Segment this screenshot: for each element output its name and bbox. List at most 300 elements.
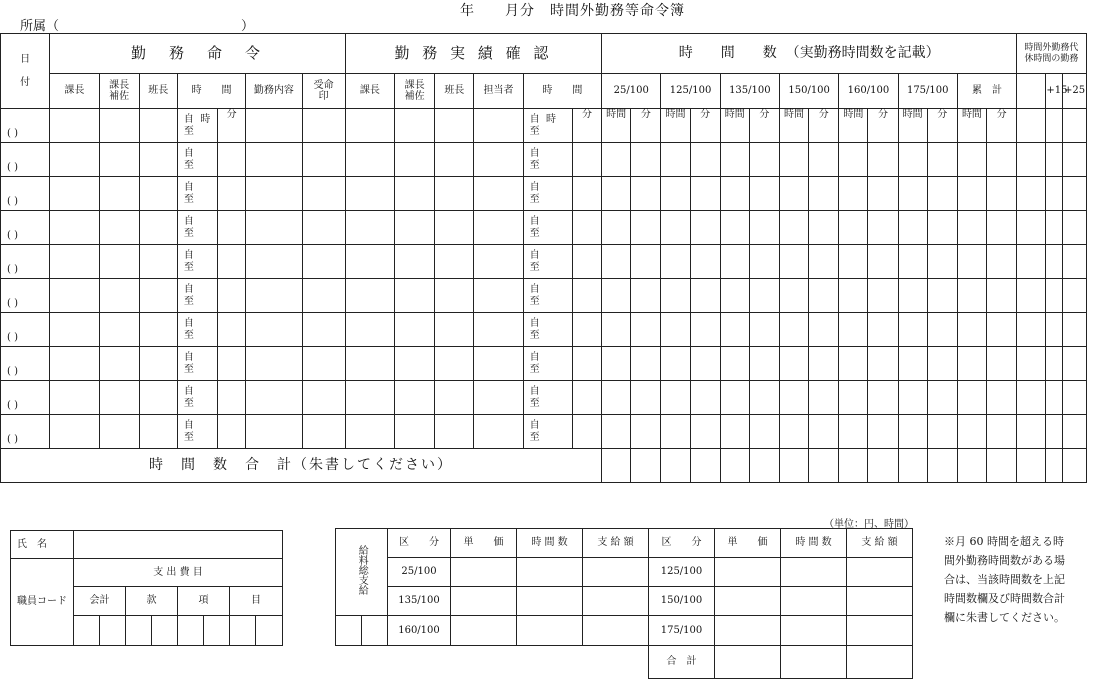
rate-hour-cell[interactable] <box>720 177 749 211</box>
order-content-cell[interactable] <box>246 313 302 347</box>
actual-time-cell[interactable] <box>523 177 572 211</box>
rate-min-cell[interactable] <box>749 279 779 313</box>
order-approval-cell[interactable] <box>99 279 139 313</box>
actual-approval-cell[interactable] <box>435 109 474 143</box>
rate-min-cell[interactable] <box>868 211 898 245</box>
order-approval-cell[interactable] <box>99 109 139 143</box>
actual-approval-cell[interactable] <box>345 415 394 449</box>
order-min-cell[interactable] <box>218 109 246 143</box>
rate-min-cell[interactable] <box>868 109 898 143</box>
rate-hour-cell[interactable] <box>661 109 690 143</box>
actual-approval-cell[interactable] <box>435 245 474 279</box>
rate-hour-cell[interactable] <box>957 313 986 347</box>
actual-approval-cell[interactable] <box>395 143 435 177</box>
actual-min-cell[interactable] <box>572 177 601 211</box>
rate-min-cell[interactable] <box>749 415 779 449</box>
special-cell[interactable] <box>1017 347 1046 381</box>
actual-time-cell[interactable] <box>523 313 572 347</box>
rate-hour-cell[interactable] <box>602 313 631 347</box>
rate-min-cell[interactable] <box>749 177 779 211</box>
actual-time-cell[interactable] <box>523 381 572 415</box>
rate-hour-cell[interactable] <box>957 347 986 381</box>
special-cell[interactable] <box>1017 415 1046 449</box>
actual-time-cell[interactable] <box>523 143 572 177</box>
order-approval-cell[interactable] <box>139 279 177 313</box>
rate-hour-cell[interactable] <box>957 279 986 313</box>
actual-time-cell[interactable] <box>523 415 572 449</box>
rate-hour-cell[interactable] <box>720 347 749 381</box>
actual-approval-cell[interactable] <box>395 177 435 211</box>
pay-cell[interactable] <box>583 587 649 616</box>
rate-min-cell[interactable] <box>809 381 839 415</box>
special-cell[interactable] <box>1063 143 1086 177</box>
order-approval-cell[interactable] <box>50 313 99 347</box>
rate-hour-cell[interactable] <box>957 211 986 245</box>
total-min-cell[interactable] <box>631 449 661 483</box>
actual-approval-cell[interactable] <box>474 279 523 313</box>
expense-cell[interactable] <box>178 616 204 646</box>
special-cell[interactable] <box>1063 177 1086 211</box>
actual-approval-cell[interactable] <box>435 313 474 347</box>
actual-approval-cell[interactable] <box>474 245 523 279</box>
special-cell[interactable] <box>1063 381 1086 415</box>
order-min-cell[interactable] <box>218 245 246 279</box>
rate-hour-cell[interactable] <box>779 245 808 279</box>
actual-approval-cell[interactable] <box>345 211 394 245</box>
rate-hour-cell[interactable] <box>720 245 749 279</box>
special-cell[interactable] <box>1063 415 1086 449</box>
rate-hour-cell[interactable] <box>839 211 868 245</box>
date-cell[interactable] <box>1 177 50 211</box>
actual-min-cell[interactable] <box>572 279 601 313</box>
order-approval-cell[interactable] <box>99 347 139 381</box>
rate-min-cell[interactable] <box>987 143 1017 177</box>
special-cell[interactable] <box>1017 245 1046 279</box>
rate-hour-cell[interactable] <box>602 109 631 143</box>
order-approval-cell[interactable] <box>50 245 99 279</box>
order-content-cell[interactable] <box>246 381 302 415</box>
order-approval-cell[interactable] <box>139 211 177 245</box>
order-approval-cell[interactable] <box>99 245 139 279</box>
actual-time-cell[interactable] <box>523 109 572 143</box>
date-cell[interactable] <box>1 415 50 449</box>
rate-min-cell[interactable] <box>749 245 779 279</box>
actual-approval-cell[interactable] <box>474 347 523 381</box>
actual-approval-cell[interactable] <box>474 177 523 211</box>
special-cell[interactable] <box>1063 347 1086 381</box>
pay-cell[interactable] <box>583 616 649 646</box>
expense-cell[interactable] <box>74 616 100 646</box>
expense-cell[interactable] <box>100 616 126 646</box>
date-cell[interactable] <box>1 211 50 245</box>
actual-approval-cell[interactable] <box>435 347 474 381</box>
order-content-cell[interactable] <box>246 177 302 211</box>
special-cell[interactable] <box>1046 347 1063 381</box>
actual-approval-cell[interactable] <box>435 381 474 415</box>
rate-min-cell[interactable] <box>631 381 661 415</box>
rate-min-cell[interactable] <box>690 279 720 313</box>
rate-hour-cell[interactable] <box>602 381 631 415</box>
rate-hour-cell[interactable] <box>779 313 808 347</box>
rate-min-cell[interactable] <box>927 245 957 279</box>
rate-min-cell[interactable] <box>927 279 957 313</box>
rate-min-cell[interactable] <box>809 245 839 279</box>
actual-approval-cell[interactable] <box>395 313 435 347</box>
actual-approval-cell[interactable] <box>435 177 474 211</box>
rate-min-cell[interactable] <box>868 313 898 347</box>
rate-min-cell[interactable] <box>690 177 720 211</box>
total-min-cell[interactable] <box>987 449 1017 483</box>
rate-hour-cell[interactable] <box>661 143 690 177</box>
rate-min-cell[interactable] <box>631 143 661 177</box>
order-approval-cell[interactable] <box>139 177 177 211</box>
actual-approval-cell[interactable] <box>345 279 394 313</box>
actual-approval-cell[interactable] <box>345 245 394 279</box>
rate-min-cell[interactable] <box>987 177 1017 211</box>
total-special-cell[interactable] <box>1017 449 1046 483</box>
order-approval-cell[interactable] <box>50 177 99 211</box>
special-cell[interactable] <box>1063 109 1086 143</box>
rate-min-cell[interactable] <box>987 415 1017 449</box>
order-content-cell[interactable] <box>246 143 302 177</box>
order-approval-cell[interactable] <box>99 313 139 347</box>
rate-hour-cell[interactable] <box>661 177 690 211</box>
total-hour-cell[interactable] <box>898 449 927 483</box>
rate-min-cell[interactable] <box>868 347 898 381</box>
rate-hour-cell[interactable] <box>898 245 927 279</box>
actual-min-cell[interactable] <box>572 415 601 449</box>
order-seal-cell[interactable] <box>302 245 345 279</box>
actual-approval-cell[interactable] <box>395 381 435 415</box>
rate-min-cell[interactable] <box>690 143 720 177</box>
rate-hour-cell[interactable] <box>957 143 986 177</box>
order-approval-cell[interactable] <box>50 109 99 143</box>
order-time-cell[interactable] <box>177 415 217 449</box>
name-field[interactable] <box>74 531 283 559</box>
actual-min-cell[interactable] <box>572 347 601 381</box>
rate-hour-cell[interactable] <box>661 415 690 449</box>
rate-min-cell[interactable] <box>749 109 779 143</box>
rate-hour-cell[interactable] <box>720 109 749 143</box>
rate-min-cell[interactable] <box>690 313 720 347</box>
special-cell[interactable] <box>1046 143 1063 177</box>
pay-cell[interactable] <box>362 616 388 646</box>
pay-cell[interactable] <box>715 558 781 587</box>
rate-hour-cell[interactable] <box>602 143 631 177</box>
rate-min-cell[interactable] <box>809 143 839 177</box>
rate-hour-cell[interactable] <box>779 177 808 211</box>
rate-hour-cell[interactable] <box>779 347 808 381</box>
order-approval-cell[interactable] <box>139 381 177 415</box>
special-cell[interactable] <box>1017 381 1046 415</box>
pay-cell[interactable] <box>847 558 913 587</box>
order-time-cell[interactable] <box>177 177 217 211</box>
rate-hour-cell[interactable] <box>957 415 986 449</box>
actual-time-cell[interactable] <box>523 211 572 245</box>
order-approval-cell[interactable] <box>50 381 99 415</box>
actual-approval-cell[interactable] <box>345 143 394 177</box>
order-seal-cell[interactable] <box>302 313 345 347</box>
order-approval-cell[interactable] <box>99 211 139 245</box>
actual-approval-cell[interactable] <box>345 347 394 381</box>
pay-cell[interactable] <box>336 616 362 646</box>
order-time-cell[interactable] <box>177 347 217 381</box>
rate-min-cell[interactable] <box>927 211 957 245</box>
rate-min-cell[interactable] <box>987 279 1017 313</box>
rate-min-cell[interactable] <box>690 415 720 449</box>
rate-hour-cell[interactable] <box>720 313 749 347</box>
rate-min-cell[interactable] <box>987 381 1017 415</box>
rate-min-cell[interactable] <box>690 347 720 381</box>
expense-cell[interactable] <box>230 616 256 646</box>
rate-min-cell[interactable] <box>631 313 661 347</box>
rate-hour-cell[interactable] <box>957 381 986 415</box>
actual-min-cell[interactable] <box>572 245 601 279</box>
special-cell[interactable] <box>1063 211 1086 245</box>
actual-approval-cell[interactable] <box>395 415 435 449</box>
actual-approval-cell[interactable] <box>435 415 474 449</box>
order-min-cell[interactable] <box>218 381 246 415</box>
rate-hour-cell[interactable] <box>839 109 868 143</box>
order-approval-cell[interactable] <box>99 415 139 449</box>
actual-approval-cell[interactable] <box>474 109 523 143</box>
rate-hour-cell[interactable] <box>898 279 927 313</box>
rate-hour-cell[interactable] <box>661 381 690 415</box>
order-min-cell[interactable] <box>218 313 246 347</box>
rate-hour-cell[interactable] <box>839 279 868 313</box>
order-seal-cell[interactable] <box>302 347 345 381</box>
rate-min-cell[interactable] <box>927 381 957 415</box>
rate-hour-cell[interactable] <box>661 211 690 245</box>
order-time-cell[interactable] <box>177 109 217 143</box>
rate-min-cell[interactable] <box>631 245 661 279</box>
special-cell[interactable] <box>1017 177 1046 211</box>
order-time-cell[interactable] <box>177 313 217 347</box>
rate-min-cell[interactable] <box>868 177 898 211</box>
order-approval-cell[interactable] <box>50 279 99 313</box>
order-approval-cell[interactable] <box>139 313 177 347</box>
rate-min-cell[interactable] <box>631 211 661 245</box>
rate-min-cell[interactable] <box>927 415 957 449</box>
special-cell[interactable] <box>1063 245 1086 279</box>
order-min-cell[interactable] <box>218 143 246 177</box>
order-seal-cell[interactable] <box>302 415 345 449</box>
special-cell[interactable] <box>1046 211 1063 245</box>
pay-cell[interactable] <box>715 646 781 679</box>
rate-hour-cell[interactable] <box>839 381 868 415</box>
rate-min-cell[interactable] <box>749 381 779 415</box>
pay-cell[interactable] <box>781 646 847 679</box>
special-cell[interactable] <box>1017 109 1046 143</box>
order-time-cell[interactable] <box>177 381 217 415</box>
rate-hour-cell[interactable] <box>957 109 986 143</box>
rate-min-cell[interactable] <box>690 211 720 245</box>
actual-min-cell[interactable] <box>572 109 601 143</box>
actual-approval-cell[interactable] <box>474 415 523 449</box>
special-cell[interactable] <box>1046 109 1063 143</box>
rate-hour-cell[interactable] <box>839 313 868 347</box>
order-approval-cell[interactable] <box>139 347 177 381</box>
order-time-cell[interactable] <box>177 211 217 245</box>
rate-min-cell[interactable] <box>690 381 720 415</box>
order-approval-cell[interactable] <box>99 177 139 211</box>
rate-min-cell[interactable] <box>987 109 1017 143</box>
rate-min-cell[interactable] <box>809 177 839 211</box>
rate-min-cell[interactable] <box>631 347 661 381</box>
rate-min-cell[interactable] <box>927 313 957 347</box>
special-cell[interactable] <box>1046 279 1063 313</box>
rate-hour-cell[interactable] <box>661 245 690 279</box>
rate-hour-cell[interactable] <box>898 177 927 211</box>
order-min-cell[interactable] <box>218 279 246 313</box>
order-content-cell[interactable] <box>246 211 302 245</box>
rate-min-cell[interactable] <box>809 109 839 143</box>
rate-hour-cell[interactable] <box>602 211 631 245</box>
actual-approval-cell[interactable] <box>474 211 523 245</box>
actual-approval-cell[interactable] <box>395 347 435 381</box>
order-min-cell[interactable] <box>218 177 246 211</box>
total-min-cell[interactable] <box>809 449 839 483</box>
pay-cell[interactable] <box>781 616 847 646</box>
pay-cell[interactable] <box>781 558 847 587</box>
actual-min-cell[interactable] <box>572 211 601 245</box>
rate-hour-cell[interactable] <box>602 279 631 313</box>
special-cell[interactable] <box>1046 381 1063 415</box>
special-cell[interactable] <box>1063 279 1086 313</box>
pay-cell[interactable] <box>451 587 517 616</box>
actual-approval-cell[interactable] <box>435 211 474 245</box>
order-time-cell[interactable] <box>177 245 217 279</box>
rate-min-cell[interactable] <box>809 313 839 347</box>
order-content-cell[interactable] <box>246 415 302 449</box>
pay-cell[interactable] <box>847 616 913 646</box>
rate-min-cell[interactable] <box>927 177 957 211</box>
rate-min-cell[interactable] <box>749 211 779 245</box>
actual-time-cell[interactable] <box>523 279 572 313</box>
rate-min-cell[interactable] <box>987 211 1017 245</box>
actual-approval-cell[interactable] <box>435 279 474 313</box>
order-time-cell[interactable] <box>177 143 217 177</box>
rate-min-cell[interactable] <box>987 245 1017 279</box>
rate-min-cell[interactable] <box>927 109 957 143</box>
rate-hour-cell[interactable] <box>661 279 690 313</box>
order-approval-cell[interactable] <box>99 143 139 177</box>
order-approval-cell[interactable] <box>139 415 177 449</box>
total-hour-cell[interactable] <box>839 449 868 483</box>
actual-approval-cell[interactable] <box>395 245 435 279</box>
order-seal-cell[interactable] <box>302 109 345 143</box>
expense-cell[interactable] <box>256 616 283 646</box>
pay-cell[interactable] <box>583 558 649 587</box>
rate-min-cell[interactable] <box>749 347 779 381</box>
rate-min-cell[interactable] <box>631 109 661 143</box>
pay-cell[interactable] <box>517 558 583 587</box>
rate-hour-cell[interactable] <box>839 143 868 177</box>
rate-min-cell[interactable] <box>987 347 1017 381</box>
rate-hour-cell[interactable] <box>720 279 749 313</box>
actual-approval-cell[interactable] <box>474 313 523 347</box>
rate-min-cell[interactable] <box>809 415 839 449</box>
pay-cell[interactable] <box>517 616 583 646</box>
order-time-cell[interactable] <box>177 279 217 313</box>
actual-approval-cell[interactable] <box>345 381 394 415</box>
actual-approval-cell[interactable] <box>395 211 435 245</box>
rate-min-cell[interactable] <box>631 415 661 449</box>
date-cell[interactable] <box>1 143 50 177</box>
date-cell[interactable] <box>1 279 50 313</box>
rate-hour-cell[interactable] <box>898 415 927 449</box>
rate-min-cell[interactable] <box>690 109 720 143</box>
total-special-cell[interactable] <box>1063 449 1086 483</box>
rate-min-cell[interactable] <box>809 279 839 313</box>
total-min-cell[interactable] <box>749 449 779 483</box>
actual-approval-cell[interactable] <box>345 177 394 211</box>
total-min-cell[interactable] <box>690 449 720 483</box>
rate-hour-cell[interactable] <box>839 347 868 381</box>
special-cell[interactable] <box>1046 245 1063 279</box>
actual-approval-cell[interactable] <box>345 313 394 347</box>
actual-approval-cell[interactable] <box>474 143 523 177</box>
rate-min-cell[interactable] <box>690 245 720 279</box>
order-approval-cell[interactable] <box>50 211 99 245</box>
actual-approval-cell[interactable] <box>395 109 435 143</box>
rate-hour-cell[interactable] <box>602 415 631 449</box>
actual-approval-cell[interactable] <box>474 381 523 415</box>
pay-cell[interactable] <box>781 587 847 616</box>
rate-hour-cell[interactable] <box>839 415 868 449</box>
actual-min-cell[interactable] <box>572 381 601 415</box>
expense-cell[interactable] <box>152 616 178 646</box>
rate-hour-cell[interactable] <box>779 381 808 415</box>
rate-hour-cell[interactable] <box>839 245 868 279</box>
pay-cell[interactable] <box>715 587 781 616</box>
rate-min-cell[interactable] <box>868 143 898 177</box>
rate-min-cell[interactable] <box>631 177 661 211</box>
rate-hour-cell[interactable] <box>839 177 868 211</box>
pay-cell[interactable] <box>715 616 781 646</box>
rate-hour-cell[interactable] <box>779 279 808 313</box>
rate-min-cell[interactable] <box>868 279 898 313</box>
actual-approval-cell[interactable] <box>345 109 394 143</box>
order-approval-cell[interactable] <box>99 381 139 415</box>
rate-min-cell[interactable] <box>749 313 779 347</box>
order-min-cell[interactable] <box>218 211 246 245</box>
rate-hour-cell[interactable] <box>898 143 927 177</box>
rate-hour-cell[interactable] <box>720 211 749 245</box>
rate-hour-cell[interactable] <box>898 347 927 381</box>
special-cell[interactable] <box>1017 211 1046 245</box>
special-cell[interactable] <box>1017 279 1046 313</box>
special-cell[interactable] <box>1017 143 1046 177</box>
special-cell[interactable] <box>1046 415 1063 449</box>
expense-cell[interactable] <box>204 616 230 646</box>
pay-cell[interactable] <box>847 646 913 679</box>
actual-min-cell[interactable] <box>572 313 601 347</box>
rate-hour-cell[interactable] <box>779 211 808 245</box>
rate-hour-cell[interactable] <box>720 381 749 415</box>
rate-hour-cell[interactable] <box>957 245 986 279</box>
rate-hour-cell[interactable] <box>602 177 631 211</box>
order-min-cell[interactable] <box>218 415 246 449</box>
special-cell[interactable] <box>1017 313 1046 347</box>
rate-hour-cell[interactable] <box>602 347 631 381</box>
rate-hour-cell[interactable] <box>779 143 808 177</box>
order-content-cell[interactable] <box>246 279 302 313</box>
rate-hour-cell[interactable] <box>898 109 927 143</box>
actual-time-cell[interactable] <box>523 347 572 381</box>
rate-min-cell[interactable] <box>927 347 957 381</box>
date-cell[interactable] <box>1 109 50 143</box>
